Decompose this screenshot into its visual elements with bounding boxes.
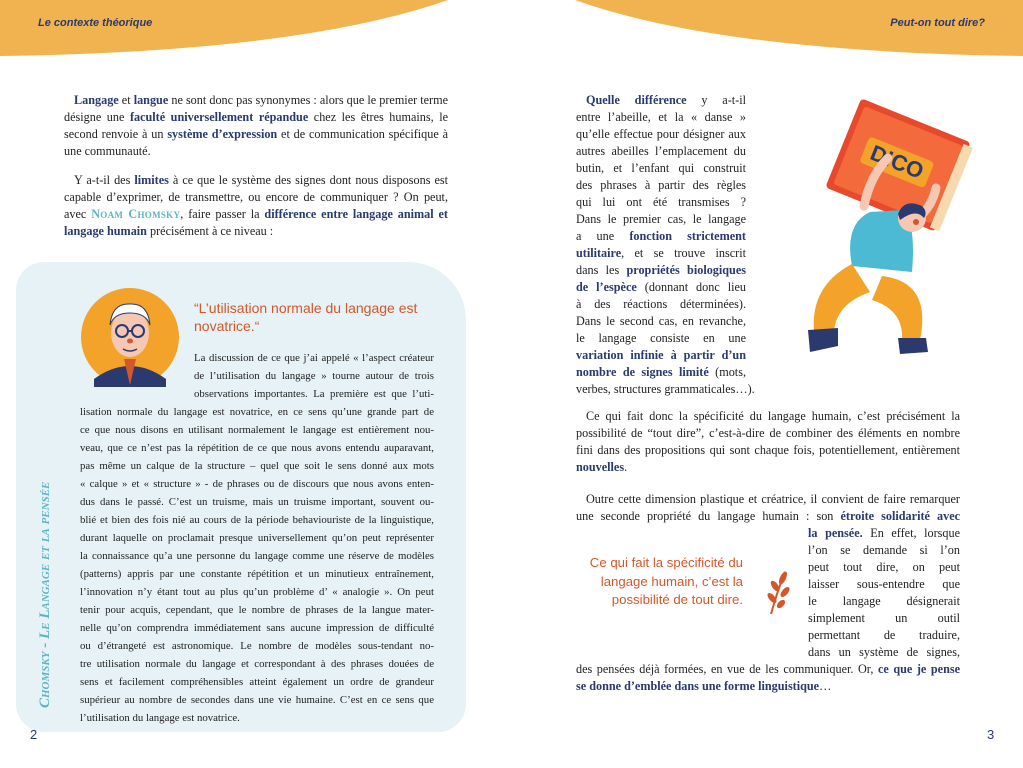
quote-line: durant laquelle on proclamait presque universellement qu’on peut représenter <box>80 532 434 544</box>
text-line: simplement un outil <box>808 611 960 625</box>
quote-title: “L’utilisation normale du langage est novatrice.“ <box>194 300 418 334</box>
quote-line: tre utilisation normale du langage et correspondant à des phrases douées de <box>80 658 434 670</box>
text-line: Quelle différence y a-t-il <box>586 93 746 107</box>
text-line: dans les propriétés biologiques <box>576 263 746 277</box>
text-line: nombre de signes limité (mots, <box>576 365 746 379</box>
text-line: qui lui ont été transmises ? <box>576 195 746 209</box>
text-line: Outre cette dimension plastique et créatrice, il convient de faire remarquer <box>586 492 960 506</box>
quote-line: tenir pour acquis, cependant, que le nombre de phrases de la langue mater- <box>80 604 434 616</box>
intro-paragraph: Langage et langue ne sont donc pas synonymes : alors que le premier terme désigne une faculté universellement répandue chez les êtres humains, le second renvoie à un système d’expression et de communication spécifique à une communauté. <box>64 93 449 158</box>
quote-line: « calque » et « structure » - de phrases ou de discours que nous avons enten- <box>80 478 434 490</box>
text-line: à des réactions déterminées). <box>576 297 746 311</box>
page-number-left: 2 <box>30 727 38 742</box>
quote-line: lisation normale du langage est novatrice, en ce sens qu’une grande part de <box>80 406 434 418</box>
text-line: butin, et l’enfant qui construit <box>576 161 746 175</box>
quote-line: blié et bien des fois nié au cours de la période behaviouriste de la linguistique, <box>80 514 434 526</box>
quote-line: (patterns) appris par une constante répétition et un minutieux entraînement, <box>80 568 434 580</box>
text-line: une seconde propriété du langage humain : son étroite solidarité avec <box>576 509 961 523</box>
text-line: la pensée. En effet, lorsque <box>808 526 960 540</box>
text-line: le langage désignerait <box>808 594 960 608</box>
text-line: peut tout dire, on peut <box>808 560 960 574</box>
limits-paragraph: Y a-t-il des limites à ce que le système des signes dont nous disposons est capable d’exprimer, de transmettre, ou encore de communiquer ? On peut, avec Noam Chomsky, faire passer la différence entre langage animal et langage humain précisément à ce niveau : <box>64 173 448 238</box>
text-line: le langage consiste en une <box>576 331 746 345</box>
pull-quote: Ce qui fait la spécificité du langage humain, c’est la possibilité de tout dire. <box>589 555 743 607</box>
quote-line: veau, que ce n’est pas la répétition de ce que nous avons entendu auparavant, <box>80 442 434 454</box>
running-header-left: Le contexte théorique <box>38 17 153 29</box>
text-line: se donne d’emblée dans une forme linguistique… <box>576 679 832 693</box>
text-line: permettant de traduire, <box>808 628 960 642</box>
side-title-text: Chomsky - Le Langage et la pensée <box>37 481 53 708</box>
quote-line: ou d’étrangeté est astronomique. Le nombre de modèles sous-tendant no- <box>80 640 434 652</box>
text-line: qu’elle effectue pour désigner aux <box>576 127 746 141</box>
quote-line: ce que nous disons en utilisant normalement le langage est entièrement nou- <box>80 424 434 436</box>
quote-line: la connaissance qu’a une personne du langage comme une réserve de modèles <box>80 550 434 562</box>
specificity-paragraph: Ce qui fait donc la spécificité du langage humain, c’est précisément la possibilité de “tout dire”, c’est-à-dire de combiner des éléments en nombre fini dans des propositions qui sont chaque fois, potentiellement, entièrement nouvelles. <box>576 409 960 474</box>
chomsky-portrait-icon <box>80 287 180 387</box>
author-name: Noam Chomsky <box>91 207 181 221</box>
text-line: a une fonction strictement <box>576 229 746 243</box>
text-line: laisser sous-entendre que <box>808 577 960 591</box>
text-line: entre l’abeille, et la « danse » <box>576 110 746 124</box>
side-title <box>20 318 70 708</box>
quote-line: sens et facilement compréhensibles atteint également un ordre de grandeur <box>80 676 434 688</box>
quote-line: supérieur au nombre de secondes dans une vie humaine. C’est en ce sens que <box>80 694 434 706</box>
text-line: des phrases à partir des règles <box>576 178 746 192</box>
running-header-right: Peut-on tout dire? <box>890 17 985 29</box>
quote-line: observations importantes. La première est que l’uti- <box>194 388 434 400</box>
text-line: utilitaire, et se trouve inscrit <box>576 246 746 260</box>
text-line: variation infinie à partir d’un <box>576 348 746 362</box>
quote-line: de l’utilisation du langage » tourne autour de trois <box>194 370 434 382</box>
header-band <box>0 0 1023 60</box>
quote-line: l’innovation n’y étant tout au plus qu’un problème d’ « analogie ». On peut <box>80 586 434 598</box>
text-line: l’on se demande si l’on <box>808 543 960 557</box>
book-label: DICO <box>866 139 928 184</box>
text-line: dans un système de signes, <box>808 645 960 659</box>
quote-line: La discussion de ce que j’ai appelé « l’aspect créateur <box>194 352 434 364</box>
text-line: autres abeilles l’emplacement du <box>576 144 746 158</box>
text-line: verbes, structures grammaticales…). <box>576 382 755 396</box>
quote-line: nelle qu’on comprendra immédiatement sans aucune impression de difficulté <box>80 622 434 634</box>
quote-line: pas même un calque de la structure – quel que soit le sens donné aux mots <box>80 460 434 472</box>
page-number-right: 3 <box>987 727 995 742</box>
person-carrying-book-icon <box>800 96 990 366</box>
text-line: Dans le second cas, en revanche, <box>576 314 746 328</box>
quote-line: dus dans le passé. C’est un truisme, mais un truisme important, souvent ou- <box>80 496 434 508</box>
text-line: des pensées déjà formées, en vue de les communiquer. Or, ce que je pense <box>576 662 960 676</box>
text-line: de l’espèce (donnant donc lieu <box>576 280 746 294</box>
quote-line: l’utilisation du langage est novatrice. <box>80 712 240 724</box>
leaf-sprig-icon <box>763 568 793 616</box>
text-line: Dans le premier cas, le langage <box>576 212 746 226</box>
